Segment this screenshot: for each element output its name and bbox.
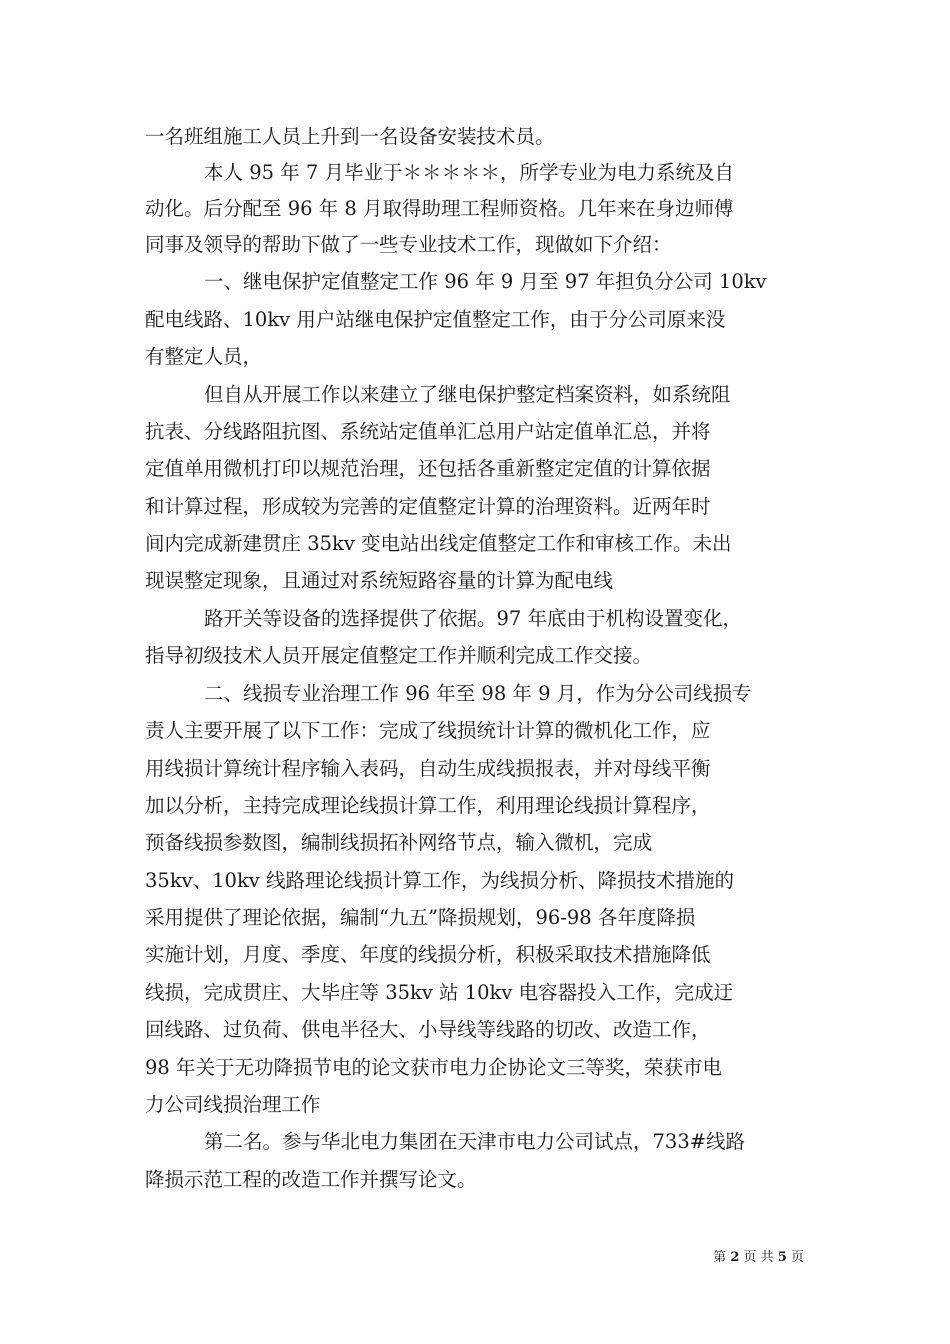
current-page-number: 2	[730, 1250, 740, 1265]
footer-prefix: 第	[713, 1250, 727, 1265]
text-line: 配电线路、10kv 用户站继电保护定值整定工作，由于分公司原来没	[145, 308, 726, 331]
text-line: 力公司线损治理工作	[145, 1093, 321, 1116]
footer-middle: 页 共	[743, 1250, 774, 1265]
text-line: 35kv、10kv 线路理论线损计算工作，为线损分析、降损技术措施的	[145, 869, 734, 892]
text-line: 采用提供了理论依据，编制“九五”降损规划，96-98 各年度降损	[145, 906, 696, 929]
text-line: 同事及领导的帮助下做了一些专业技术工作，现做如下介绍：	[145, 233, 672, 256]
text-line: 间内完成新建贯庄 35kv 变电站出线定值整定工作和审核工作。未出	[145, 532, 732, 555]
text-line: 用线损计算统计程序输入表码，自动生成线损报表，并对母线平衡	[145, 757, 711, 780]
text-line: 现误整定现象，且通过对系统短路容量的计算为配电线	[145, 569, 614, 592]
page-number-footer	[713, 1250, 804, 1266]
text-line: 抗表、分线路阻抗图、系统站定值单汇总用户站定值单汇总，并将	[145, 420, 711, 443]
paragraph-line: 但自从开展工作以来建立了继电保护整定档案资料，如系统阻	[204, 383, 731, 406]
text-line: 和计算过程，形成较为完善的定值整定计算的治理资料。近两年时	[145, 495, 711, 518]
text-line: 回线路、过负荷、供电半径大、小导线等线路的切改、改造工作，	[145, 1018, 711, 1041]
paragraph-line: 二、线损专业治理工作 96 年至 98 年 9 月，作为分公司线损专	[204, 682, 752, 705]
paragraph-line: 第二名。参与华北电力集团在天津市电力公司试点，733#线路	[204, 1130, 746, 1153]
text-line: 降损示范工程的改造工作并撰写论文。	[145, 1168, 477, 1191]
footer-suffix: 页	[790, 1250, 804, 1265]
text-line: 线损，完成贯庄、大毕庄等 35kv 站 10kv 电容器投入工作，完成迂	[145, 981, 734, 1004]
text-line: 有整定人员，	[145, 345, 263, 368]
text-line: 预备线损参数图，编制线损拓补网络节点，输入微机，完成	[145, 831, 653, 854]
text-line: 一名班组施工人员上升到一名设备安装技术员。	[145, 125, 555, 148]
paragraph-line: 路开关等设备的选择提供了依据。97 年底由于机构设置变化，	[204, 607, 743, 630]
text-line: 加以分析，主持完成理论线损计算工作，利用理论线损计算程序，	[145, 794, 711, 817]
total-page-count: 5	[777, 1250, 787, 1265]
paragraph-line: 本人 95 年 7 月毕业于＊＊＊＊＊，所学专业为电力系统及自	[204, 161, 735, 184]
text-line: 指导初级技术人员开展定值整定工作并顺利完成工作交接。	[145, 644, 653, 667]
text-line: 动化。后分配至 96 年 8 月取得助理工程师资格。几年来在身边师傅	[145, 197, 734, 220]
text-line: 98 年关于无功降损节电的论文获市电力企协论文三等奖，荣获市电	[145, 1056, 723, 1079]
text-line: 责人主要开展了以下工作：完成了线损统计计算的微机化工作，应	[145, 719, 711, 742]
text-line: 实施计划，月度、季度、年度的线损分析，积极采取技术措施降低	[145, 943, 711, 966]
text-line: 定值单用微机打印以规范治理，还包括各重新整定定值的计算依据	[145, 457, 711, 480]
paragraph-line: 一、继电保护定值整定工作 96 年 9 月至 97 年担负分公司 10kv	[204, 270, 767, 293]
